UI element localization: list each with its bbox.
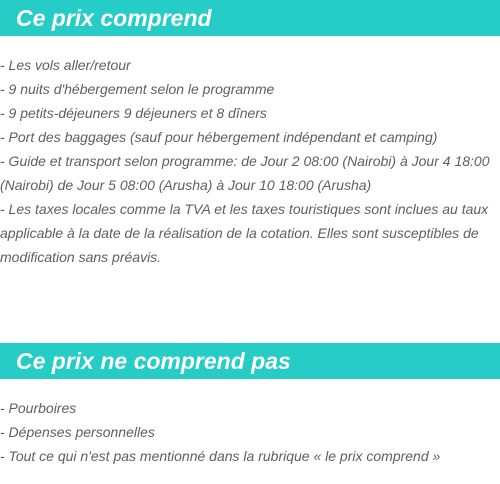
list-item: - 9 nuits d'hébergement selon le programme bbox=[0, 81, 275, 97]
section-title-price-excludes: Ce prix ne comprend pas bbox=[0, 343, 500, 379]
price-excludes-list bbox=[0, 396, 496, 468]
list-item: - Dépenses personnelles bbox=[0, 424, 155, 440]
section-title-price-includes: Ce prix comprend bbox=[0, 0, 500, 36]
list-item: - 9 petits-déjeuners 9 déjeuners et 8 dîners bbox=[0, 105, 267, 121]
list-item: - Guide et transport selon programme: de Jour 2 08:00 (Nairobi) à Jour 4 18:00 (Nairobi) de Jour 5 08:00 (Arusha) à Jour 10 18:00 (Arusha) bbox=[0, 153, 490, 193]
list-item: - Les vols aller/retour bbox=[0, 57, 131, 73]
list-item: - Port des baggages (sauf pour hébergement indépendant et camping) bbox=[0, 129, 438, 145]
price-includes-list bbox=[0, 53, 496, 269]
list-item: - Tout ce qui n'est pas mentionné dans la rubrique « le prix comprend » bbox=[0, 448, 441, 464]
list-item: - Les taxes locales comme la TVA et les taxes touristiques sont inclues au taux applicable à la date de la réalisation de la cotation. Elles sont susceptibles de modification sans préavis. bbox=[0, 201, 489, 265]
list-item: - Pourboires bbox=[0, 400, 77, 416]
